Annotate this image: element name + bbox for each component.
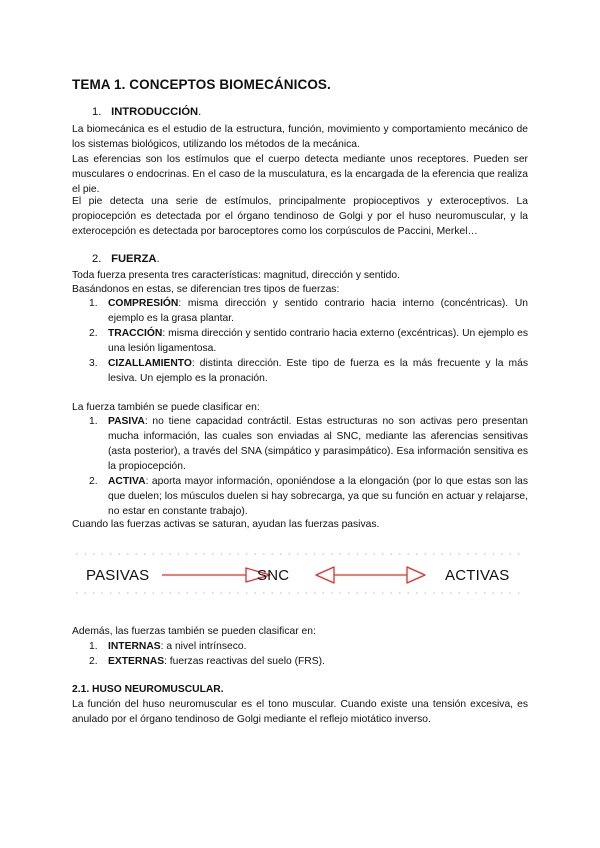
subsection-2-1-paragraph: La función del huso neuromuscular es el tono muscular. Cuando existe una tensión excesiva, es anulado por el órgano tendinoso de Golgi mediante el reflejo miotático inverso. [72,699,528,725]
passive-to-snc-arrow [162,568,270,582]
classify-intro: La fuerza también se puede clasificar en: [72,402,260,413]
list-item [72,296,528,326]
activas-label: ACTIVAS [445,567,510,584]
item-term: INTERNAS [108,641,161,652]
forces-diagram [72,551,528,596]
item-text: : misma dirección y sentido contrario hacia externo (excéntricas). Un ejemplo es una lesión ligamentosa. [108,328,528,354]
item-number: 3. [89,358,98,369]
list-item [72,326,528,356]
heading-period: . [198,106,202,118]
item-text: : distinta dirección. Este tipo de fuerza es la más frecuente y la más lesiva. Un ejemplo es la pronación. [108,358,528,384]
pasivas-label: PASIVAS [86,567,150,584]
also-classify-intro: Además, las fuerzas también se pueden clasificar en: [72,626,316,637]
section-number: 1. [92,106,102,118]
intro-paragraph-3: El pie detecta una serie de estímulos, principalmente propioceptivos y exteroceptivos. La propiocepción es detectada por el órgano tendinoso de Golgi y por el huso neuromuscular, y la exterocepción es detectada por baroceptores como los corpúsculos de Paccini, Merkel… [72,196,528,237]
intro-paragraph-2: Las eferencias son los estímulos que el cuerpo detecta mediante unos receptores. Pueden ser musculares o endocrinas. En el caso de la musculatura, es la encargada de la eferencia que realiza el pie. [72,154,528,195]
item-text: : fuerzas reactivas del suelo (FRS). [164,656,325,667]
force-characteristics: Toda fuerza presenta tres características: magnitud, dirección y sentido. [72,270,400,281]
subsection-2-1-heading: 2.1. HUSO NEUROMUSCULAR. [72,684,224,695]
item-text: : no tiene capacidad contráctil. Estas estructuras no son activas pero presentan mucha información, las cuales son enviadas al SNC, mediante las aferencias sensitivas (asta posterior), a través del SNA (simpático y parasimpático). Esa información sensitiva es la propiocepción. [108,416,528,472]
item-number: 2. [89,656,98,667]
heading-period: . [156,253,160,265]
item-term: ACTIVA [108,476,146,487]
item-number: 1. [89,641,98,652]
list-item [72,474,528,519]
force-classes-list [72,414,528,519]
item-number: 1. [89,298,98,309]
item-text: : misma dirección y sentido contrario hacia interno (concéntricas). Un ejemplo es la grasa plantar. [108,298,528,324]
force-origin-list [72,639,528,669]
section-2-heading [92,253,160,265]
section-number: 2. [92,253,102,265]
force-types-list [72,296,528,386]
item-term: COMPRESIÓN [108,298,179,309]
item-number: 2. [89,476,98,487]
bidirectional-snc-activas-arrow [316,567,425,583]
item-number: 2. [89,328,98,339]
force-types-intro: Basándonos en estas, se diferencian tres tipos de fuerzas: [72,284,340,295]
item-term: TRACCIÓN [108,328,163,339]
list-item [72,654,528,669]
section-title: INTRODUCCIÓN [111,106,199,118]
item-term: PASIVA [108,416,145,427]
closing-line: Cuando las fuerzas activas se saturan, ayudan las fuerzas pasivas. [72,519,380,530]
item-number: 1. [89,416,98,427]
list-item [72,639,528,654]
item-term: EXTERNAS [108,656,165,667]
page-title: TEMA 1. CONCEPTOS BIOMECÁNICOS. [72,77,331,92]
item-text: : a nivel intrínseco. [160,641,247,652]
list-item [72,356,528,386]
section-1-heading [92,106,201,118]
list-item [72,414,528,474]
section-title: FUERZA [111,253,157,265]
item-term: CIZALLAMIENTO [108,358,192,369]
item-text: : aporta mayor información, oponiéndose a la elongación (por lo que estas son las que duelen; los músculos duelen si hay sobrecarga, ya que su función en actuar y relajarse, no estar en constante trabajo). [108,476,528,517]
snc-label: SNC [257,567,290,584]
intro-paragraph-1: La biomecánica es el estudio de la estructura, función, movimiento y comportamiento mecánico de los sistemas biológicos, utilizando los métodos de la mecánica. [72,124,528,150]
